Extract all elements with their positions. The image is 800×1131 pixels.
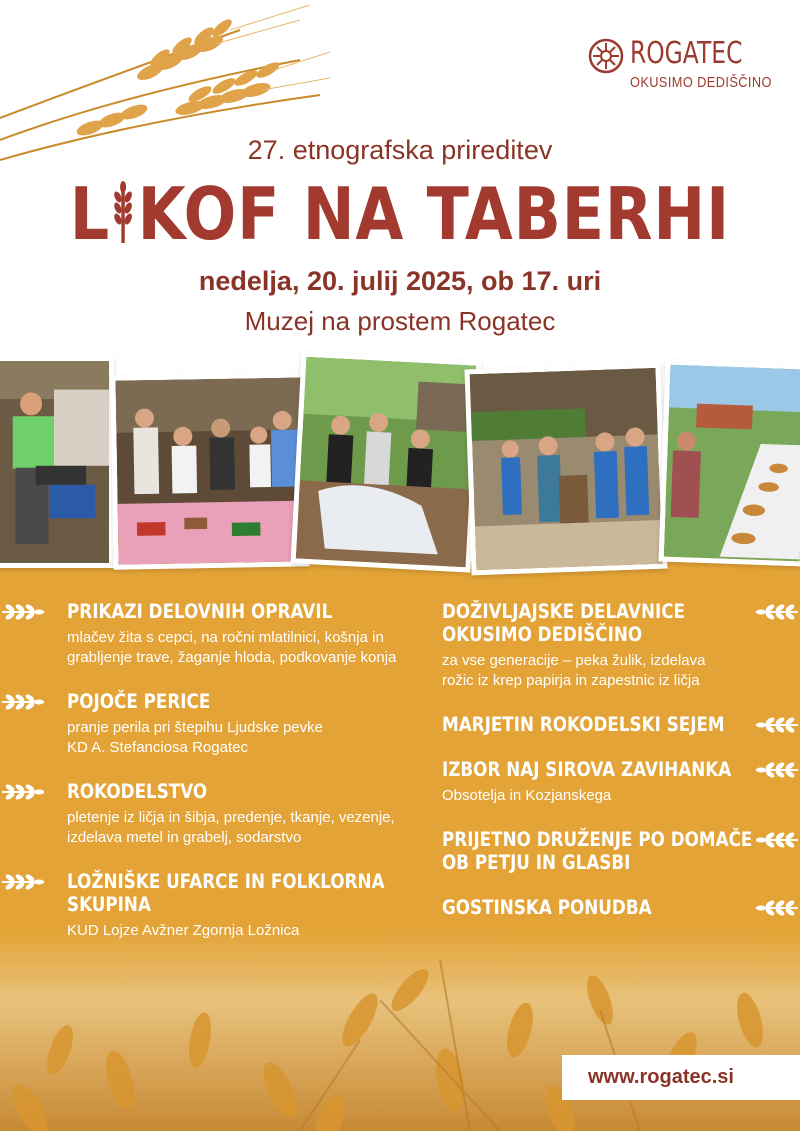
program-item-title: ROKODELSTVO	[67, 780, 208, 803]
program-item	[430, 828, 800, 874]
website-link[interactable]: www.rogatec.si	[562, 1055, 800, 1100]
rogatec-logo	[588, 38, 797, 91]
program-item	[0, 780, 420, 848]
program-item	[0, 690, 420, 758]
event-title	[0, 172, 800, 256]
photo-washing-women	[291, 351, 482, 572]
program-item-line: grabljenje trave, žaganje hloda, podkovanje konja	[67, 649, 397, 666]
program-item	[430, 896, 800, 919]
program-item	[430, 600, 800, 691]
photo-threshing-men	[464, 363, 667, 576]
program-item-line: izdelava metel in grabelj, sodarstvo	[67, 829, 302, 846]
program-item	[0, 600, 420, 668]
program-item-title: PRIJETNO DRUŽENJE PO DOMAČE	[442, 828, 753, 851]
program-item-line: pranje perila pri štepihu Ljudske pevke	[67, 719, 323, 736]
program-item-line: mlačev žita s cepci, na ročni mlatilnici, košnja in	[67, 629, 384, 646]
rogatec-emblem-icon	[588, 38, 624, 74]
threshing-men-photo-icon	[470, 368, 663, 570]
program-left-column	[0, 600, 420, 963]
blacksmith-photo-icon	[0, 361, 109, 563]
event-place: Muzej na prostem Rogatec	[244, 306, 556, 336]
logo-slogan: OKUSIMO DEDIŠČINO	[630, 74, 772, 91]
wheat-ear-icon	[2, 872, 44, 892]
program-item	[430, 758, 800, 806]
title-part-1: L	[69, 172, 111, 256]
wheat-letter-i-icon	[112, 181, 134, 243]
wheat-ear-icon	[2, 782, 44, 802]
program-item-title: POJOČE PERICE	[67, 690, 211, 713]
children-workshop-photo-icon	[115, 377, 304, 564]
wheat-ear-icon	[2, 602, 44, 622]
photo-children-workshop	[110, 372, 309, 569]
wheat-ear-icon	[2, 692, 44, 712]
program-item-title: SKUPINA	[67, 893, 151, 916]
program-item-line: KD A. Stefanciosa Rogatec	[67, 739, 248, 756]
title-part-2: KOF NA TABERHI	[137, 172, 731, 256]
event-date: nedelja, 20. julij 2025, ob 17. uri	[198, 266, 602, 296]
program-item-title: GOSTINSKA PONUDBA	[442, 896, 652, 919]
program-item	[0, 870, 420, 941]
program-item-line: rožic iz krep papirja in zapestnic iz ličja	[442, 672, 700, 689]
program-item-title: PRIKAZI DELOVNIH OPRAVIL	[67, 600, 333, 623]
wheat-ear-icon	[756, 898, 798, 918]
photo-food-table	[659, 360, 800, 567]
event-subtitle: 27. etnografska prireditev	[247, 135, 553, 165]
wheat-ear-icon	[756, 715, 798, 735]
program-item-line: KUD Lojze Avžner Zgornja Ložnica	[67, 922, 300, 939]
photo-blacksmith	[0, 356, 114, 568]
food-table-photo-icon	[664, 365, 800, 562]
program-item-line: Obsotelja in Kozjanskega	[442, 787, 612, 804]
wheat-ear-icon	[756, 602, 798, 622]
program-item-line: za vse generacije – peka žulik, izdelava	[442, 652, 706, 669]
program-item-title: MARJETIN ROKODELSKI SEJEM	[442, 713, 725, 736]
program-item-title: IZBOR NAJ SIROVA ZAVIHANKA	[442, 758, 732, 781]
program-item	[430, 713, 800, 736]
program-item-title: OKUSIMO DEDIŠČINO	[442, 623, 643, 646]
program-item-title: LOŽNIŠKE UFARCE IN FOLKLORNA	[67, 870, 385, 893]
program-item-title: OB PETJU IN GLASBI	[442, 851, 631, 874]
washing-women-photo-icon	[296, 357, 476, 568]
program-right-column	[430, 600, 800, 941]
program-item-line: pletenje iz ličja in šibja, predenje, tkanje, vezenje,	[67, 809, 395, 826]
logo-name: ROGATEC	[630, 36, 743, 71]
wheat-ear-icon	[756, 760, 798, 780]
program-item-title: DOŽIVLJAJSKE DELAVNICE	[442, 600, 685, 623]
wheat-ear-icon	[756, 830, 798, 850]
